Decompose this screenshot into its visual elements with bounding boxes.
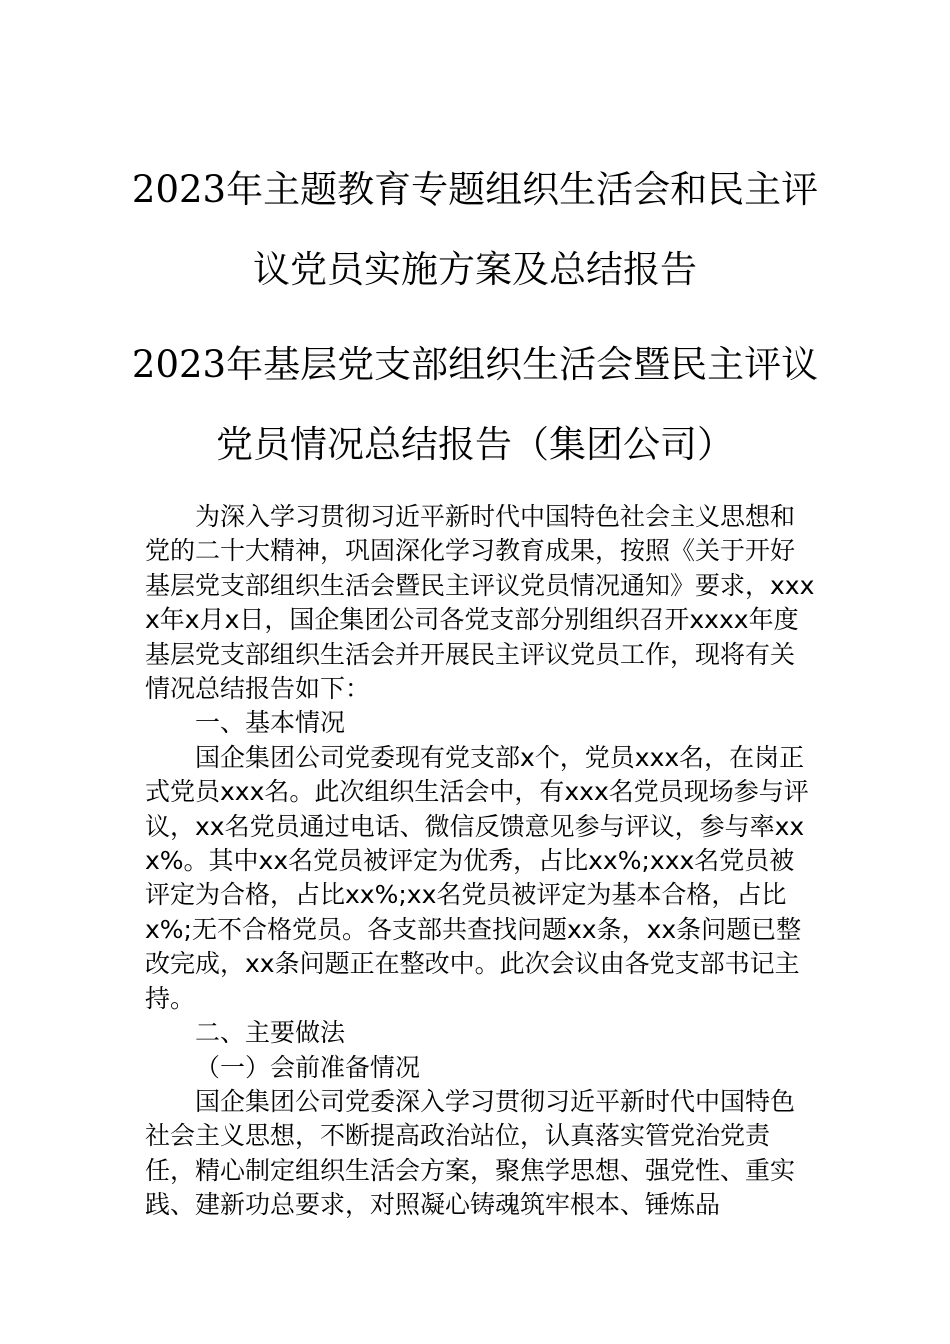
body-text [145,500,815,1223]
main-title-line-2: 议党员实施方案及总结报告 [253,248,697,291]
intro-paragraph: 为深入学习贯彻习近平新时代中国特色社会主义思想和党的二十大精神，巩固深化学习教育成果，按照《关于开好基层党支部组织生活会暨民主评议党员情况通知》要求，xxxx年x月x日，国企集团公司各党支部分别组织召开xxxx年度基层党支部组织生活会并开展民主评议党员工作，现将有关情况总结报告如下： [145,502,815,704]
main-title-line-1: 2023年主题教育专题组织生活会和民主评 [131,168,819,211]
basic-info-paragraph: 国企集团公司党委现有党支部x个，党员xxx名，在岗正式党员xxx名。此次组织生活会中，有xxx名党员现场参与评议，xx名党员通过电话、微信反馈意见参与评议，参与率xxx%。其中xx名党员被评定为优秀，占比xx%;xxx名党员被评定为合格，占比xx%;xx名党员被评定为基本合格，占比x%;无不合格党员。各支部共查找问题xx条，xx条问题已整改完成，xx条问题正在整改中。此次会议由各党支部书记主持。 [145,742,809,1013]
sub-title [0,325,950,485]
sub-title-line-2: 党员情况总结报告（集团公司） [216,423,734,466]
section-heading-basic: 一、基本情况 [195,708,346,738]
main-title [0,150,950,310]
sub-title-line-1: 2023年基层党支部组织生活会暨民主评议 [131,343,819,386]
preparation-paragraph: 国企集团公司党委深入学习贯彻习近平新时代中国特色社会主义思想，不断提高政治站位，认真落实管党治党责任，精心制定组织生活会方案，聚焦学思想、强党性、重实践、建新功总要求，对照凝心铸魂筑牢根本、锤炼品 [145,1086,796,1220]
subsection-heading-preparation: （一）会前准备情况 [195,1052,421,1082]
section-heading-methods: 二、主要做法 [195,1018,346,1048]
